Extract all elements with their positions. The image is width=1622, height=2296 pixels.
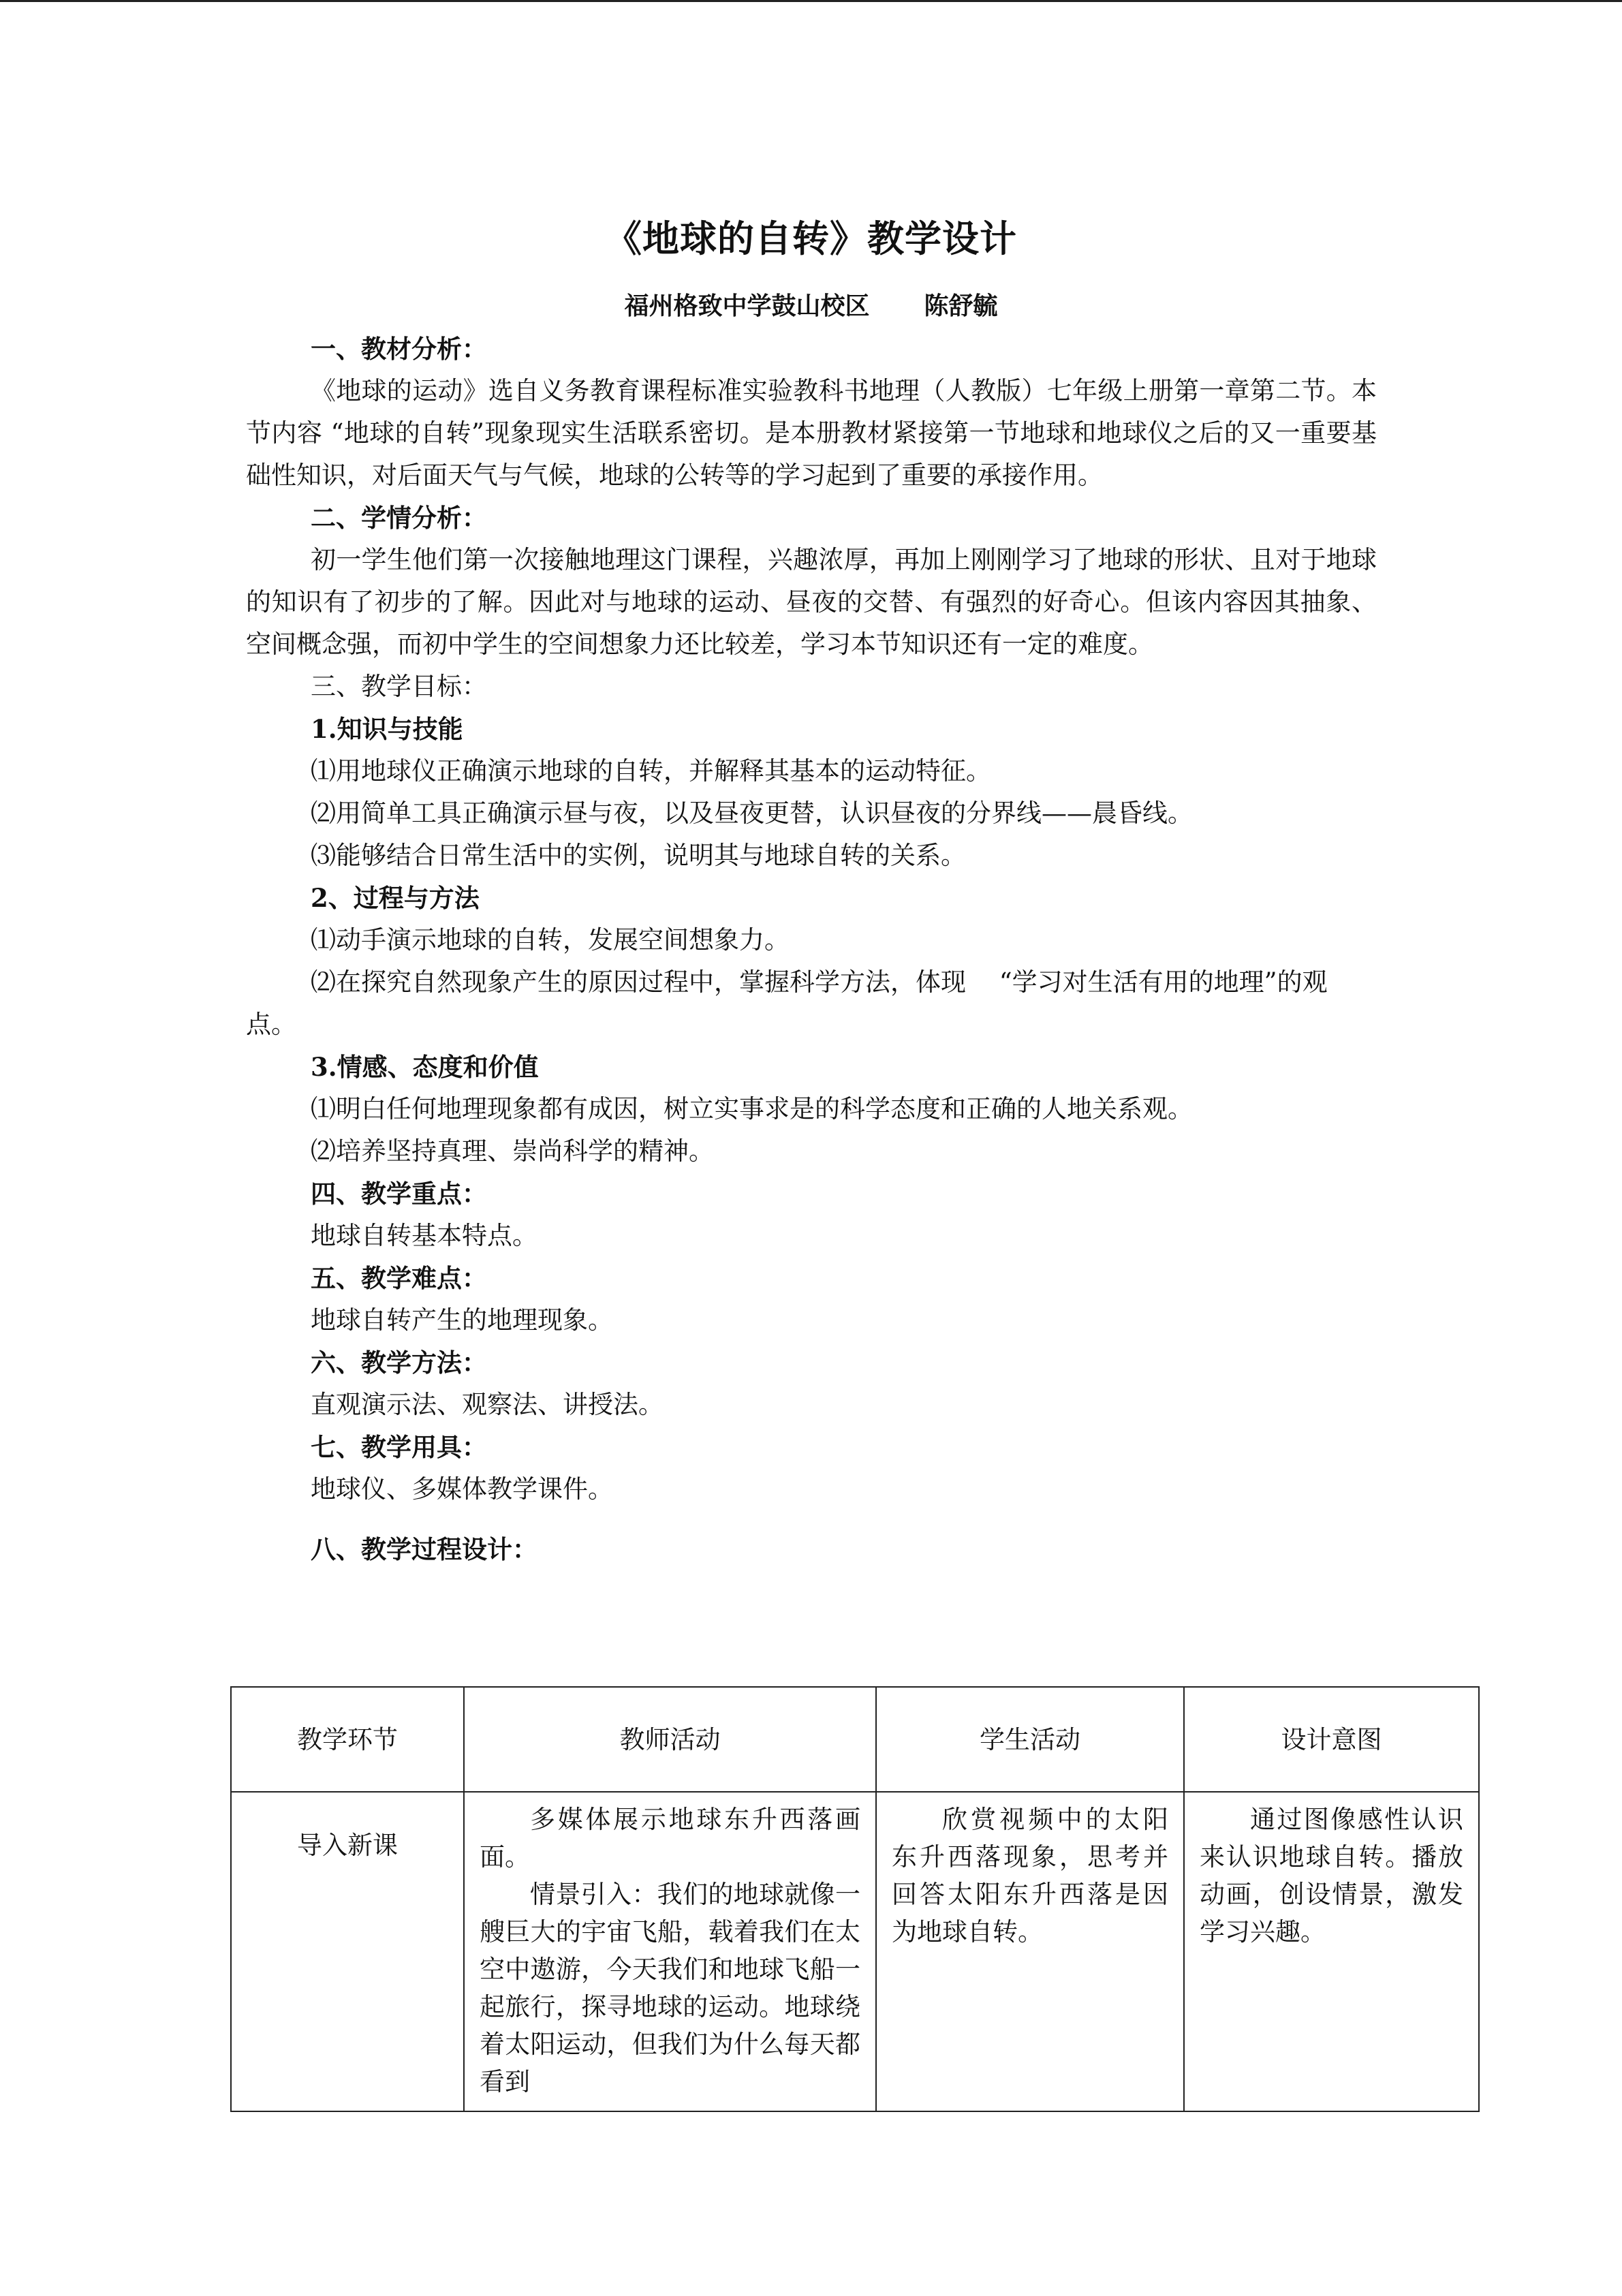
key-points-text: 地球自转基本特点。 xyxy=(311,1221,537,1250)
design-intent-text: 通过图像感性认识来认识地球自转。播放动画，创设情景，激发学习兴趣。 xyxy=(1200,1805,1463,1946)
tools-text: 地球仪、多媒体教学课件。 xyxy=(311,1474,613,1504)
table-header-cell: 教师活动 xyxy=(464,1687,876,1792)
goal-process-title: 2、过程与方法 xyxy=(311,883,480,913)
section-heading-difficulties: 五、教学难点： xyxy=(311,1263,487,1293)
goal-knowledge-item: ⑴用地球仪正确演示地球的自转，并解释其基本的运动特征。 xyxy=(311,756,991,786)
teacher-activity-text: 多媒体展示地球东升西落画面。 xyxy=(480,1805,860,1872)
section-heading-tools: 七、教学用具： xyxy=(311,1432,487,1462)
goal-knowledge-item: ⑶能够结合日常生活中的实例，说明其与地球自转的关系。 xyxy=(311,841,966,870)
student-analysis-text: 初一学生他们第一次接触地理这门课程，兴趣浓厚，再加上刚刚学习了地球的形状、且对于地球的知识有了初步的了解。因此对与地球的运动、昼夜的交替、有强烈的好奇心。但该内容因其抽象、空间概念强，而初中学生的空间想象力还比较差，学习本节知识还有一定的难度。 xyxy=(246,545,1377,659)
goal-attitude-item: ⑴明白任何地理现象都有成因，树立实事求是的科学态度和正确的人地关系观。 xyxy=(311,1094,1193,1123)
section-heading-process-design: 八、教学过程设计： xyxy=(311,1534,537,1564)
design-intent-cell xyxy=(1184,1792,1479,2111)
textbook-analysis-text: 《地球的运动》选自义务教育课程标准实验教科书地理（人教版）七年级上册第一章第二节。本节内容 “地球的自转”现象现实生活联系密切。是本册教材紧接第一节地球和地球仪之后的又一重要基础性知识，对后面天气与气候，地球的公转等的学习起到了重要的承接作用。 xyxy=(246,376,1377,490)
difficulties-text: 地球自转产生的地理现象。 xyxy=(311,1305,613,1335)
document-body xyxy=(246,328,1377,1570)
author-name: 陈舒毓 xyxy=(924,292,998,320)
teacher-activity-cell xyxy=(464,1792,876,2111)
student-activity-text: 欣赏视频中的太阳东升西落现象，思考并回答太阳东升西落是因为地球自转。 xyxy=(892,1805,1168,1946)
goal-attitude-item: ⑵培养坚持真理、崇尚科学的精神。 xyxy=(311,1136,714,1166)
section-heading-textbook-analysis: 一、教材分析： xyxy=(311,334,487,364)
goal-process-item: ⑴动手演示地球的自转，发展空间想象力。 xyxy=(311,925,790,955)
author-line xyxy=(0,287,1622,322)
section-heading-methods: 六、教学方法： xyxy=(311,1348,487,1378)
section-heading-teaching-goals: 三、教学目标： xyxy=(311,672,487,701)
table-header-cell: 学生活动 xyxy=(876,1687,1184,1792)
document-title: 《地球的自转》教学设计 xyxy=(605,217,1017,260)
school-name: 福州格致中学鼓山校区 xyxy=(624,292,870,320)
table-row xyxy=(231,1792,1479,2111)
section-heading-key-points: 四、教学重点： xyxy=(311,1179,487,1209)
goal-attitude-title: 3.情感、态度和价值 xyxy=(311,1052,539,1082)
section-heading-student-analysis: 二、学情分析： xyxy=(311,503,487,533)
teacher-activity-text: 情景引入：我们的地球就像一艘巨大的宇宙飞船，载着我们在太空中遨游，今天我们和地球飞船一起旅行，探寻地球的运动。地球绕着太阳运动，但我们为什么每天都看到 xyxy=(480,1880,860,2096)
goal-knowledge-title: 1.知识与技能 xyxy=(311,714,463,744)
table-header-row xyxy=(231,1687,1479,1792)
goal-process-item: ⑵在探究自然现象产生的原因过程中，掌握科学方法，体现 “学习对生活有用的地理”的观点。 xyxy=(246,967,1328,1039)
table-header-cell: 设计意图 xyxy=(1184,1687,1479,1792)
teaching-process-table xyxy=(230,1686,1480,2112)
stage-cell: 导入新课 xyxy=(231,1792,464,2111)
student-activity-cell xyxy=(876,1792,1184,2111)
goal-knowledge-item: ⑵用简单工具正确演示昼与夜，以及昼夜更替，认识昼夜的分界线——晨昏线。 xyxy=(311,798,1193,828)
table-header-cell: 教学环节 xyxy=(231,1687,464,1792)
methods-text: 直观演示法、观察法、讲授法。 xyxy=(311,1390,664,1419)
document-page xyxy=(0,2,1622,2296)
